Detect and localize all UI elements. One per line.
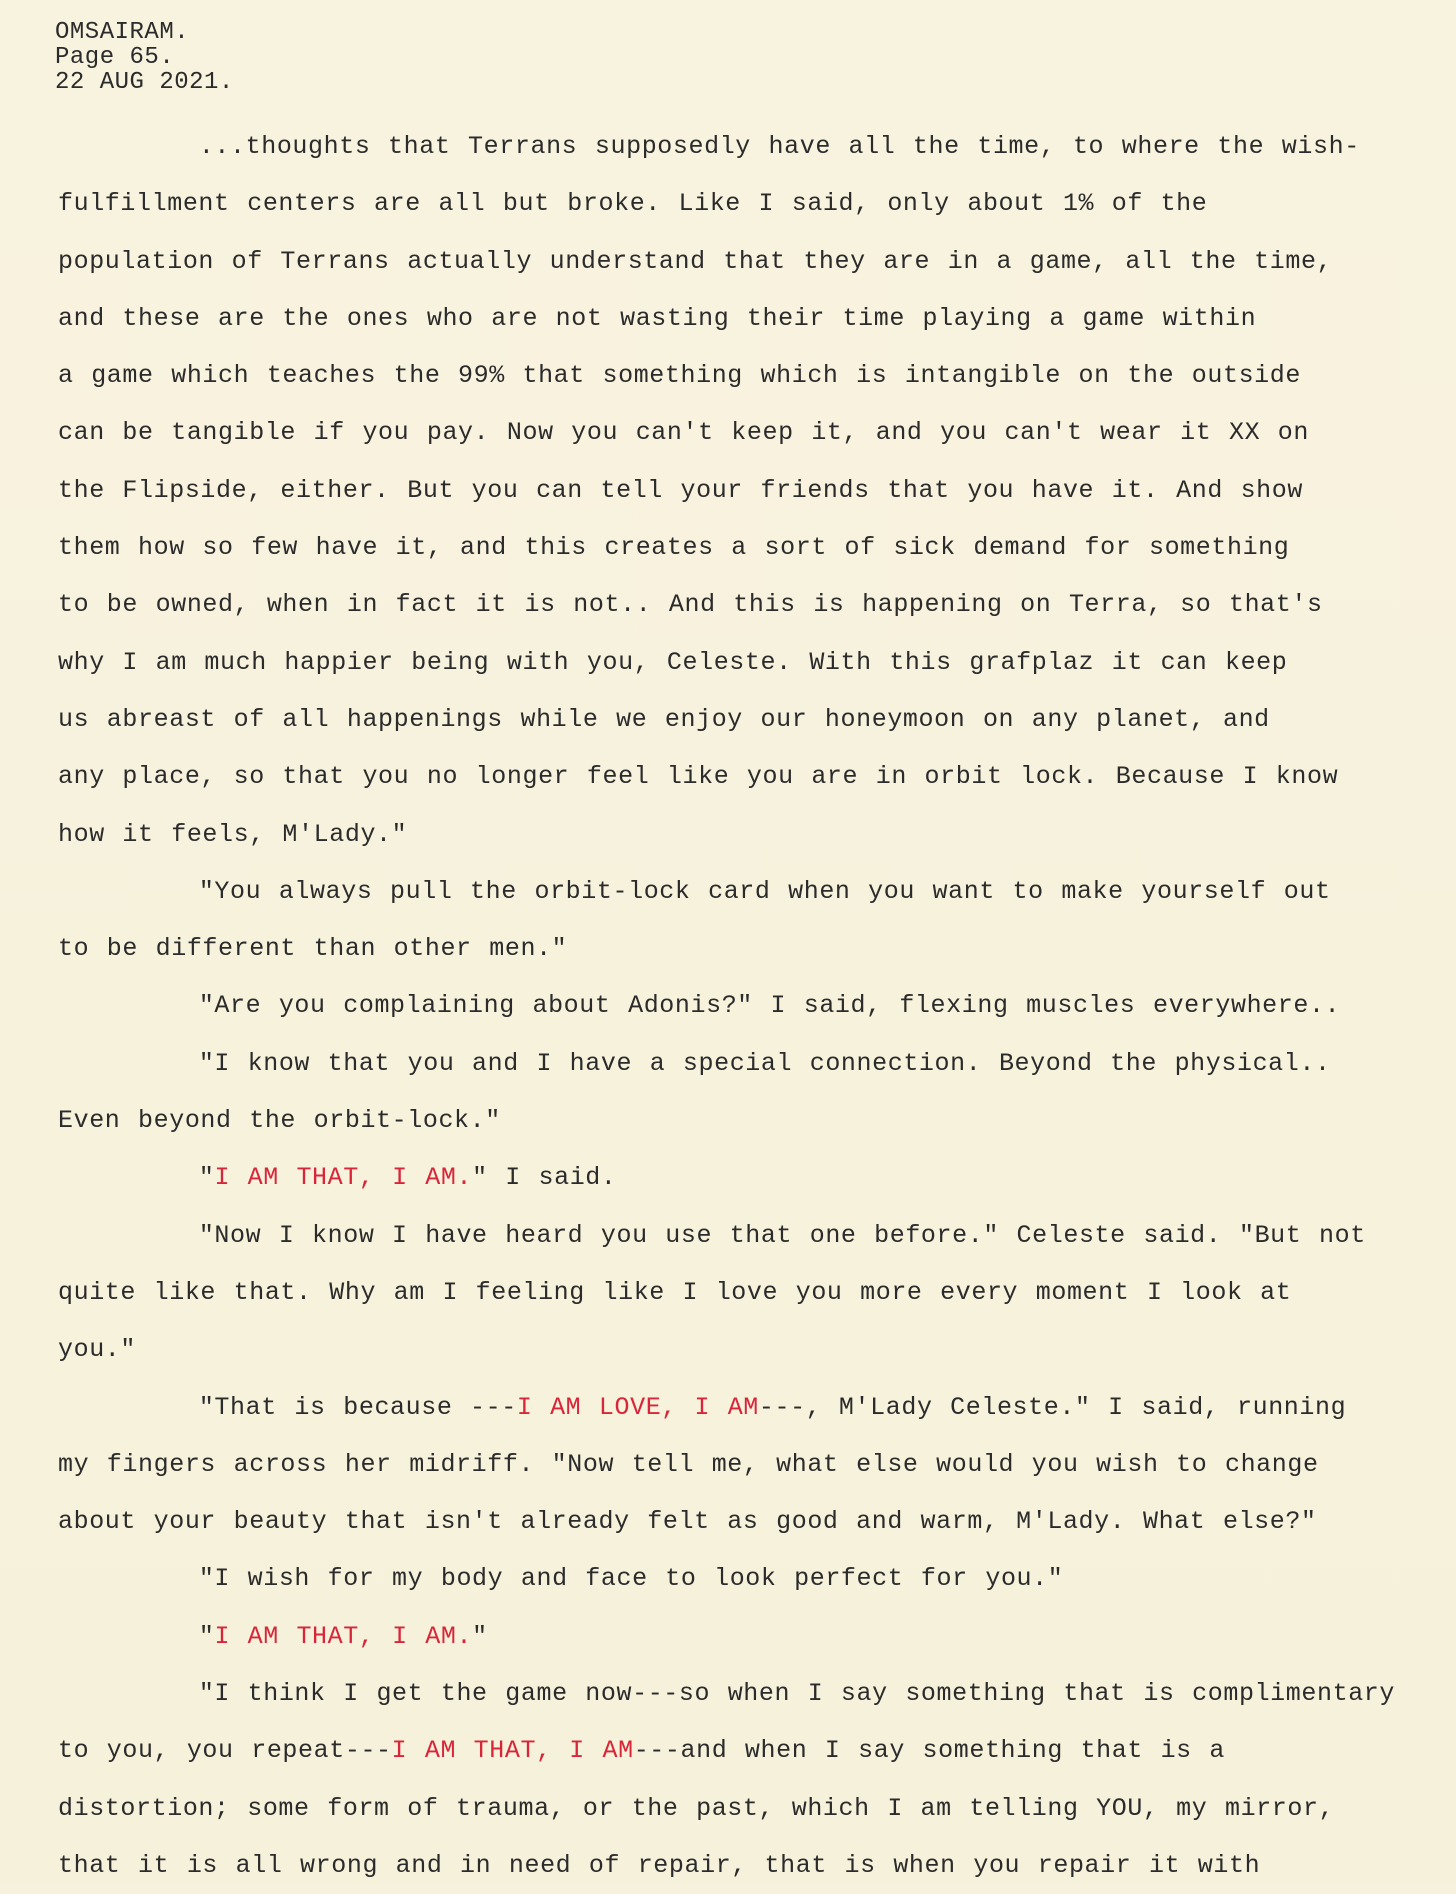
text-line [58,1436,1438,1493]
text-segment: them how so few have it, and this creates a sort of sick demand for something [58,533,1290,563]
text-segment: ---and when I say something that is a [633,1736,1225,1766]
text-segment: "You always pull the orbit-lock card when you want to make yourself out [58,876,1331,906]
text-line [58,519,1438,576]
red-ink-phrase: I AM LOVE, I AM [516,1392,759,1422]
text-line [58,1722,1438,1779]
text-segment: a game which teaches the 99% that something which is intangible on the outside [58,361,1301,391]
text-line [58,1207,1438,1264]
text-segment: " [58,1621,215,1651]
text-line [58,691,1438,748]
text-segment: ---, M'Lady Celeste." I said, running [758,1392,1347,1422]
text-line [58,347,1438,404]
text-segment: to be owned, when in fact it is not.. And this is happening on Terra, so that's [58,590,1323,620]
text-segment: "I wish for my body and face to look perfect for you." [58,1564,1064,1594]
text-line [58,634,1438,691]
text-segment: Even beyond the orbit-lock." [58,1106,501,1136]
text-segment: population of Terrans actually understand that they are in a game, all the time, [58,246,1333,276]
text-line [58,1379,1438,1436]
text-line [58,576,1438,633]
text-segment: and these are the ones who are not wasting their time playing a game within [58,303,1257,333]
text-segment: " [58,1163,215,1193]
header-page-number: Page 65. [55,44,175,71]
text-segment: "Are you complaining about Adonis?" I said, flexing muscles everywhere.. [58,991,1341,1021]
text-line [58,290,1438,347]
text-segment: "That is because --- [58,1392,517,1422]
text-segment: why I am much happier being with you, Celeste. With this grafplaz it can keep [58,647,1288,677]
text-line [58,1780,1438,1837]
text-segment: any place, so that you no longer feel like you are in orbit lock. Because I know [58,762,1339,792]
text-segment: can be tangible if you pay. Now you can't keep it, and you can't wear it XX on [58,418,1309,448]
red-ink-phrase: I AM THAT, I AM. [214,1621,473,1651]
text-line [58,404,1438,461]
text-line [58,863,1438,920]
text-line [58,1608,1438,1665]
red-ink-phrase: I AM THAT, I AM. [214,1163,473,1193]
text-line [58,1493,1438,1550]
text-line [58,920,1438,977]
text-line [58,1321,1438,1378]
text-segment: " [472,1621,488,1651]
text-line [58,1092,1438,1149]
text-line [58,748,1438,805]
text-line [58,1837,1438,1894]
text-line [58,1665,1438,1722]
text-line [58,806,1438,863]
header-date: 22 AUG 2021. [55,69,234,96]
text-segment: quite like that. Why am I feeling like I love you more every moment I look at [58,1277,1292,1307]
text-line [58,1149,1438,1206]
text-line [58,1035,1438,1092]
text-segment: us abreast of all happenings while we enjoy our honeymoon on any planet, and [58,704,1270,734]
text-line [58,977,1438,1034]
text-segment: "I think I get the game now---so when I say something that is complimentary [58,1679,1396,1709]
text-segment: fulfillment centers are all but broke. Like I said, only about 1% of the [58,189,1208,219]
text-segment: how it feels, M'Lady." [58,819,408,849]
red-ink-phrase: I AM THAT, I AM [391,1736,634,1766]
text-segment: to be different than other men." [58,934,568,964]
text-line [58,462,1438,519]
text-segment: that it is all wrong and in need of repair, that is when you repair it with [58,1850,1261,1880]
text-line [58,233,1438,290]
text-segment: " I said. [472,1163,617,1193]
text-segment: ...thoughts that Terrans supposedly have all the time, to where the wish- [58,132,1360,161]
header-title: OMSAIRAM. [55,19,190,46]
text-segment: the Flipside, either. But you can tell your friends that you have it. And show [58,475,1303,505]
text-line [58,1550,1438,1607]
text-segment: distortion; some form of trauma, or the past, which I am telling YOU, my mirror, [58,1793,1335,1823]
text-line [58,175,1438,232]
text-line [58,1264,1438,1321]
page-header [55,20,234,95]
text-segment: my fingers across her midriff. "Now tell me, what else would you wish to change [58,1449,1319,1479]
text-segment: about your beauty that isn't already felt as good and warm, M'Lady. What else?" [58,1507,1317,1537]
text-segment: "I know that you and I have a special connection. Beyond the physical.. [58,1048,1331,1078]
text-segment: "Now I know I have heard you use that one before." Celeste said. "But not [58,1220,1366,1250]
text-line [58,118,1438,175]
text-segment: you." [58,1335,137,1365]
manuscript-body [58,118,1438,1894]
text-segment: to you, you repeat--- [58,1736,392,1766]
